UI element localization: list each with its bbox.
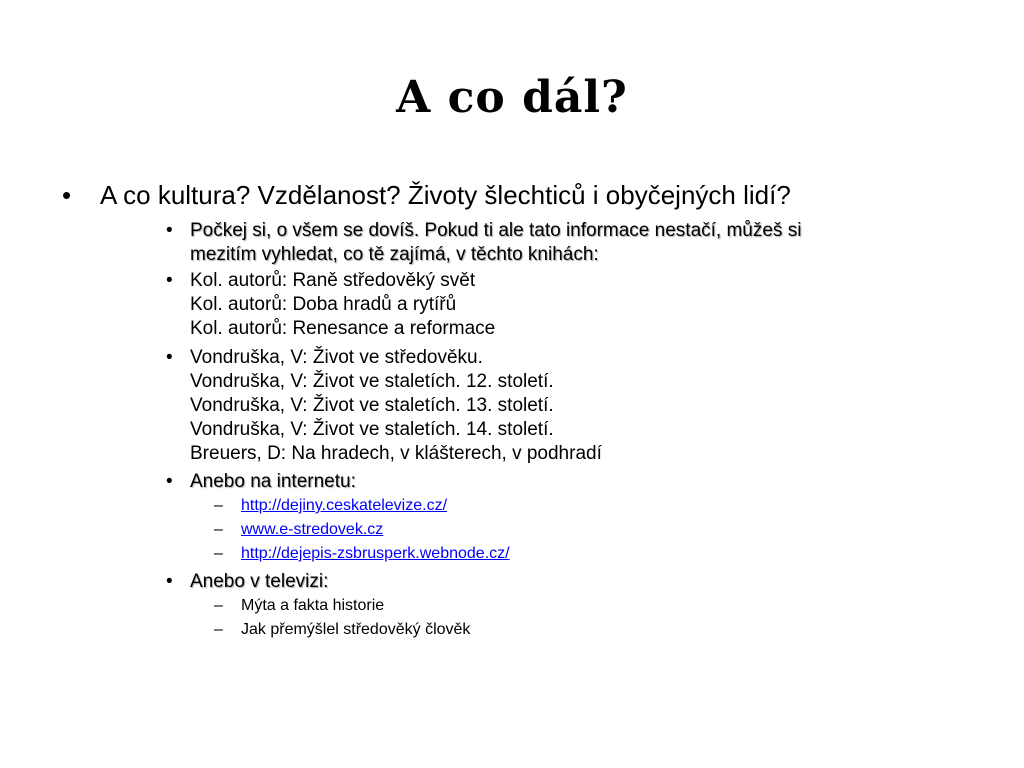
wait-text-line: mezitím vyhledat, co tě zajímá, v těchto knihách: bbox=[190, 244, 599, 265]
tv-label: Anebo v televizi: bbox=[190, 571, 329, 592]
internet-label: Anebo na internetu: bbox=[190, 471, 356, 492]
bullet-marker: • bbox=[166, 471, 173, 492]
dash-marker: – bbox=[214, 545, 223, 562]
bullet-marker: • bbox=[62, 180, 72, 210]
tv-item: Jak přemýšlel středověký člověk bbox=[241, 621, 471, 638]
wait-text bbox=[190, 219, 801, 267]
main-question: A co kultura? Vzdělanost? Životy šlechticů i obyčejných lidí? bbox=[100, 180, 791, 210]
book-item: Vondruška, V: Život ve staletích. 13. století. bbox=[190, 395, 554, 416]
dash-marker: – bbox=[214, 521, 223, 538]
link-dejepis-zsbrusperk[interactable]: http://dejepis-zsbrusperk.webnode.cz/ bbox=[241, 545, 510, 562]
book-item: Vondruška, V: Život ve staletích. 12. století. bbox=[190, 371, 554, 392]
wait-text-line: Počkej si, o všem se dovíš. Pokud ti ale tato informace nestačí, můžeš si bbox=[190, 220, 802, 241]
dash-marker: – bbox=[214, 497, 223, 514]
slide-title: A co dál? bbox=[396, 72, 628, 123]
book-item: Kol. autorů: Raně středověký svět bbox=[190, 270, 476, 291]
book-item: Breuers, D: Na hradech, v klášterech, v podhradí bbox=[190, 443, 602, 464]
bullet-marker: • bbox=[166, 347, 173, 368]
link-e-stredovek[interactable]: www.e-stredovek.cz bbox=[241, 521, 384, 538]
bullet-marker: • bbox=[166, 270, 173, 291]
dash-marker: – bbox=[214, 597, 223, 614]
book-item: Vondruška, V: Život ve staletích. 14. století. bbox=[190, 419, 554, 440]
book-item: Kol. autorů: Renesance a reformace bbox=[190, 318, 496, 339]
tv-item: Mýta a fakta historie bbox=[241, 597, 385, 614]
dash-marker: – bbox=[214, 621, 223, 638]
book-item: Vondruška, V: Život ve středověku. bbox=[190, 347, 483, 368]
bullet-marker: • bbox=[166, 220, 173, 241]
link-dejiny-ceskatelevize[interactable]: http://dejiny.ceskatelevize.cz/ bbox=[241, 497, 448, 514]
book-list-kol bbox=[190, 269, 495, 341]
book-list-vondruska bbox=[190, 346, 602, 466]
bullet-marker: • bbox=[166, 571, 173, 592]
book-item: Kol. autorů: Doba hradů a rytířů bbox=[190, 294, 457, 315]
